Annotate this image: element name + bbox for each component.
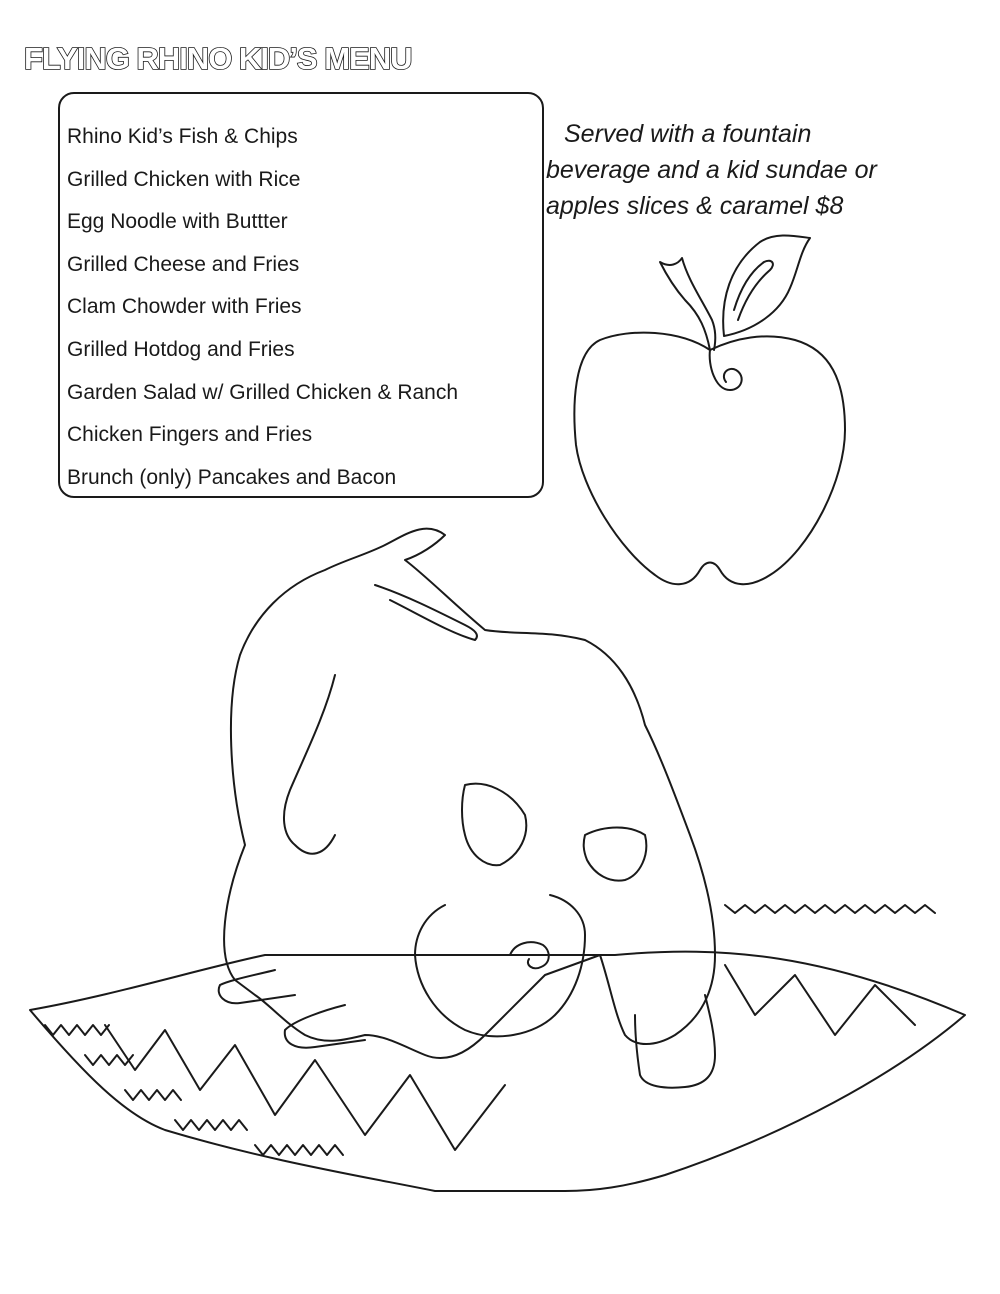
rhino-ear-right — [584, 828, 647, 881]
rhino-body-outline — [224, 529, 715, 1058]
apple-dimple-curl — [710, 350, 742, 390]
carpet-fringe-left — [45, 1025, 343, 1155]
served-note-line: apples slices & caramel $8 — [546, 192, 844, 220]
menu-items-box — [58, 92, 544, 498]
served-with-note — [546, 116, 986, 224]
rhino-leg-back — [635, 995, 715, 1088]
apple-leaf-vein — [734, 261, 773, 320]
menu-item: Egg Noodle with Buttter — [67, 210, 288, 234]
menu-title: FLYING RHINO KID’S MENU — [24, 41, 412, 76]
menu-item: Garden Salad w/ Grilled Chicken & Ranch — [67, 380, 459, 404]
served-note-line: Served with a fountain — [564, 120, 812, 148]
rhino-shoulder-line — [284, 675, 335, 854]
menu-item: Clam Chowder with Fries — [67, 295, 302, 319]
carpet-outline — [30, 952, 965, 1191]
rhino-leg-front-left — [219, 970, 295, 1003]
rhino-ear-left — [462, 784, 526, 865]
menu-item: Rhino Kid’s Fish & Chips — [67, 125, 298, 148]
apple-stem — [660, 258, 715, 350]
menu-item: Grilled Cheese and Fries — [67, 252, 300, 276]
served-note-line: beverage and a kid sundae or — [546, 156, 877, 184]
rhino-carpet-illustration — [25, 515, 975, 1205]
carpet-zigzag — [105, 1025, 505, 1150]
carpet-zigzag-right — [725, 965, 915, 1035]
menu-item: Brunch (only) Pancakes and Bacon — [67, 465, 397, 489]
menu-item: Grilled Hotdog and Fries — [67, 337, 295, 361]
carpet-fringe-right — [725, 905, 935, 913]
menu-item: Chicken Fingers and Fries — [67, 423, 313, 447]
menu-item: Grilled Chicken with Rice — [67, 167, 301, 191]
menu-list — [67, 116, 458, 499]
apple-leaf — [723, 236, 810, 337]
rhino-head-outline — [415, 895, 585, 1036]
rhino-back-line — [375, 585, 477, 640]
